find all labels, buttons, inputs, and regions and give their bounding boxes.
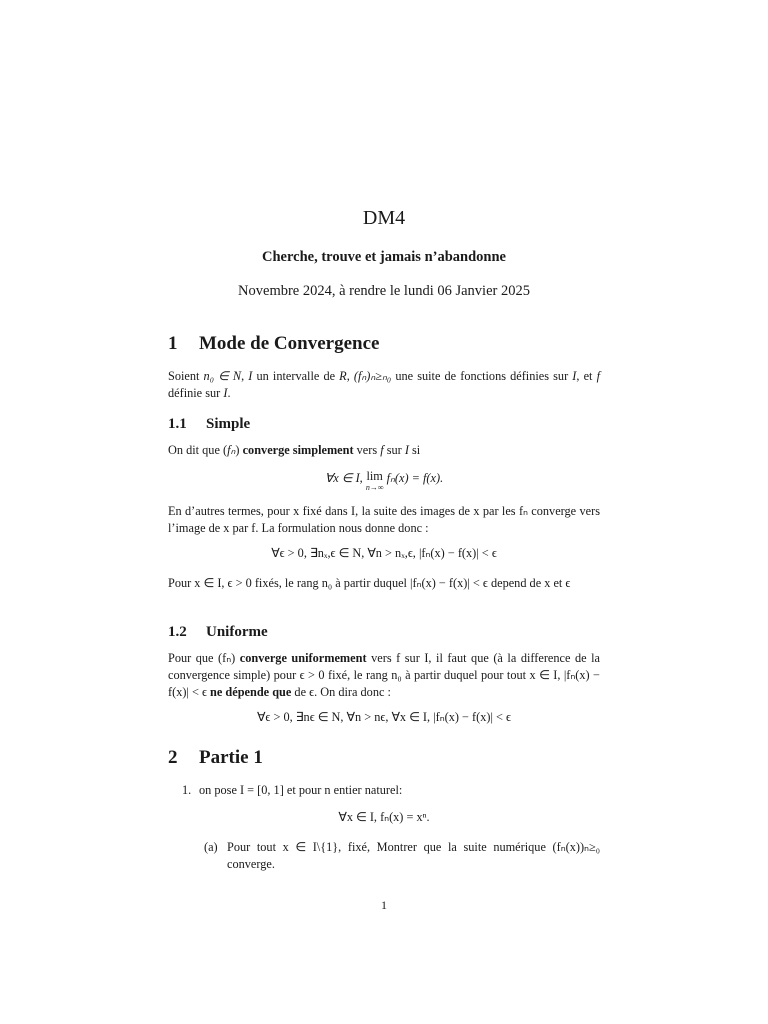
list-item-1-marker: 1. [182,783,192,797]
text-run: , [346,369,354,383]
bold-term: converge uniformement [239,651,367,665]
math-run: (fₙ)ₙ≥ₙ₀ [353,369,392,383]
section-1-heading [168,333,600,355]
subsection-title: Uniforme [206,624,268,640]
text-run: ) [235,443,243,457]
limit-operator [366,471,384,493]
section-1-intro [168,368,600,402]
math-run: I [248,369,253,383]
equation-simple-limit [168,471,600,493]
equation-uniform-epsilon: ∀ϵ > 0, ∃nϵ ∈ N, ∀n > nϵ, ∀x ∈ I, |fₙ(x) − f(x)| < ϵ [257,710,511,724]
subsection-1-2-definition [168,650,600,701]
bold-term: converge simplement [242,443,354,457]
section-title: Partie 1 [199,747,263,768]
doc-subtitle: Cherche, trouve et jamais n’abandonne [262,249,506,265]
math-run: R [339,369,347,383]
text-run: , et [576,369,597,383]
text-run: définie sur [168,386,224,400]
math-run: f [596,369,600,383]
section-2-heading [168,747,600,769]
text-run: vers [353,443,381,457]
text-run: si [408,443,421,457]
math-run: I [223,386,228,400]
subsection-1-1-remark: Pour x ∈ I, ϵ > 0 fixés, le rang n₀ à partir duquel |fₙ(x) − f(x)| < ϵ depend de x et ϵ [168,576,571,590]
subsection-number: 1.1 [168,416,187,432]
bold-term: ne dépende que [210,685,292,699]
section-number: 2 [168,747,178,768]
subsection-number: 1.2 [168,624,187,640]
section-number: 1 [168,333,178,354]
text-run: On dit que ( [168,443,228,457]
subsection-1-2-heading [168,624,600,641]
text-run: sur [383,443,405,457]
subsection-title: Simple [206,416,251,432]
math-run: I [572,369,577,383]
doc-title: DM4 [362,207,406,229]
equation-simple-epsilon: ∀ϵ > 0, ∃nₓ,ϵ ∈ N, ∀n > nₓ,ϵ, |fₙ(x) − f(x)| < ϵ [271,546,497,560]
subsection-1-1-explanation: En d’autres termes, pour x fixé dans I, la suite des images de x par les fₙ converge vers l’image de x par f. La formulation nous donne donc : [168,504,600,535]
text-run: une suite de fonctions définies sur [391,369,573,383]
page-number: 1 [381,898,387,912]
text-run: vers f sur I, il faut que (à la difference de la convergence simple) pour ϵ > 0 fixé, le rang n₀ à partir duquel pour tout x ∈ I, |fₙ(x) − f(x)| < ϵ [168,651,600,699]
list-item-a-text: Pour tout x ∈ I\{1}, fixé, Montrer que la suite numérique (fₙ(x))ₙ≥₀ converge. [227,840,600,871]
limit-subscript: n→∞ [365,483,384,492]
section-title: Mode de Convergence [199,333,380,354]
math-run: n₀ ∈ N [203,369,242,383]
text-run: un intervalle de [252,369,340,383]
subsection-1-1-heading [168,416,600,433]
equation-fn-definition: ∀x ∈ I, fₙ(x) = xⁿ. [338,810,430,824]
text-run: Soient [168,369,204,383]
text-run: , [241,369,249,383]
math-run: I [404,443,409,457]
text-run: Pour que (fₙ) [168,651,240,665]
math-run: f [380,443,384,457]
limit-text: lim [366,469,383,483]
text-run: . [227,386,231,400]
text-run: de ϵ. On dira donc : [291,685,391,699]
list-item-a-marker: (a) [204,840,218,854]
list-item-1-text: on pose I = [0, 1] et pour n entier naturel: [199,783,403,797]
math-run: ∀x ∈ I, [324,471,366,485]
math-run: fₙ(x) = f(x). [383,471,444,485]
doc-date: Novembre 2024, à rendre le lundi 06 Janvier 2025 [238,283,530,299]
math-run: fₙ [227,443,236,457]
subsection-1-1-definition [168,442,600,459]
